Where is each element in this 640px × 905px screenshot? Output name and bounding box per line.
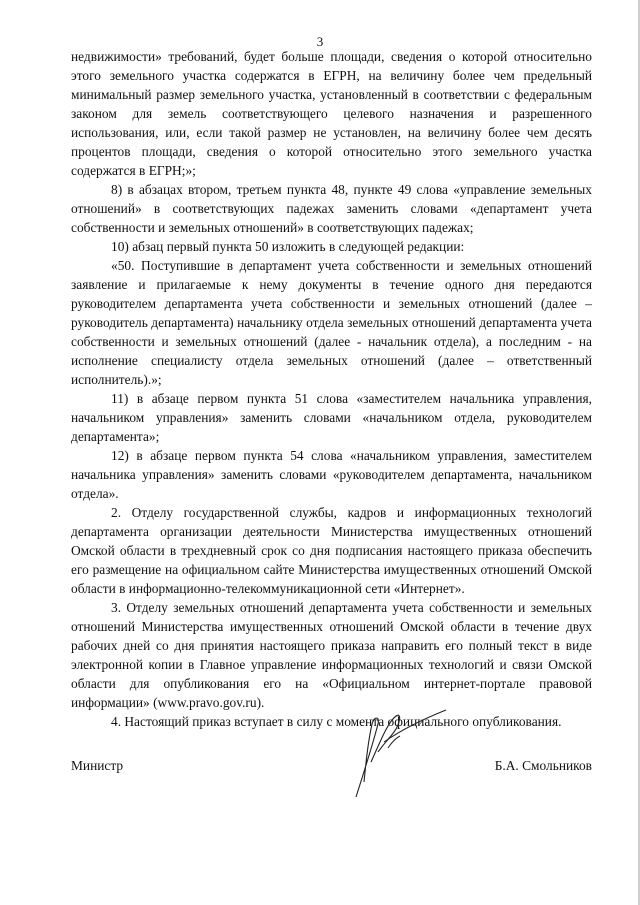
document-body [71,47,592,731]
page-number: 3 [316,34,324,49]
paragraph-item-8: 8) в абзацах втором, третьем пункта 48, пункте 49 слова «управление земельных отношений» в соответствующих падежах заменить словами «департамент учета собственности и земельных отношений» в соответствующих падежах; [71,182,592,235]
paragraph-section-3: 3. Отделу земельных отношений департамента учета собственности и земельных отношений Министерства имущественных отношений Омской области в течение двух рабочих дней со дня принятия настоящего приказа направить его полный текст в виде электронной копии в Главное управление информационных технологий и связи Омской области для опубликования его на «Официальном интернет-портале правовой информации» (www.pravo.gov.ru). [71,600,592,710]
handwritten-signature [326,702,456,802]
paragraph-item-10: 10) абзац первый пункта 50 изложить в следующей редакции: [111,239,465,254]
signature-block [71,750,592,790]
paragraph-clause-50: «50. Поступившие в департамент учета собственности и земельных отношений заявление и прилагаемые к нему документы в течение одного дня передаются руководителем департамента учета собственности и земельных отношений (далее – руководитель департамента) начальнику отдела земельных отношений департамента учета собственности и земельных отношений (далее - начальник отдела), а последним - на исполнение специалисту отдела земельных отношений (далее – ответственный исполнитель).»; [71,258,592,387]
signer-title: Министр [71,758,124,773]
paragraph-item-11: 11) в абзаце первом пункта 51 слова «заместителем начальника управления, начальником управления» заменить словами «начальником отдела, руководителем департамента»; [71,391,592,444]
paragraph-continuation: недвижимости» требований, будет больше площади, сведения о которой относительно этого земельного участка содержатся в ЕГРН, на величину более чем предельный минимальный размер земельного участка, установленный в соответствии с федеральным законом для земель соответствующего целевого назначения и разрешенного использования, или, если такой размер не установлен, на величину более чем десять процентов площади, сведения о которой относительно этого земельного участка содержатся в ЕГРН;»; [71,49,592,178]
signer-name: Б.А. Смольников [494,758,592,773]
paragraph-section-2: 2. Отделу государственной службы, кадров и информационных технологий департамента организации деятельности Министерства имущественных отношений Омской области в трехдневный срок со дня подписания настоящего приказа обеспечить его размещение на официальном сайте Министерства имущественных отношений Омской области в информационно-телекоммуникационной сети «Интернет». [71,505,592,596]
paragraph-item-12: 12) в абзаце первом пункта 54 слова «начальником управления, заместителем начальника управления» заменить словами «руководителем департамента, начальником отдела». [71,448,592,501]
paragraph-section-4: 4. Настоящий приказ вступает в силу с момента официального опубликования. [111,714,562,729]
